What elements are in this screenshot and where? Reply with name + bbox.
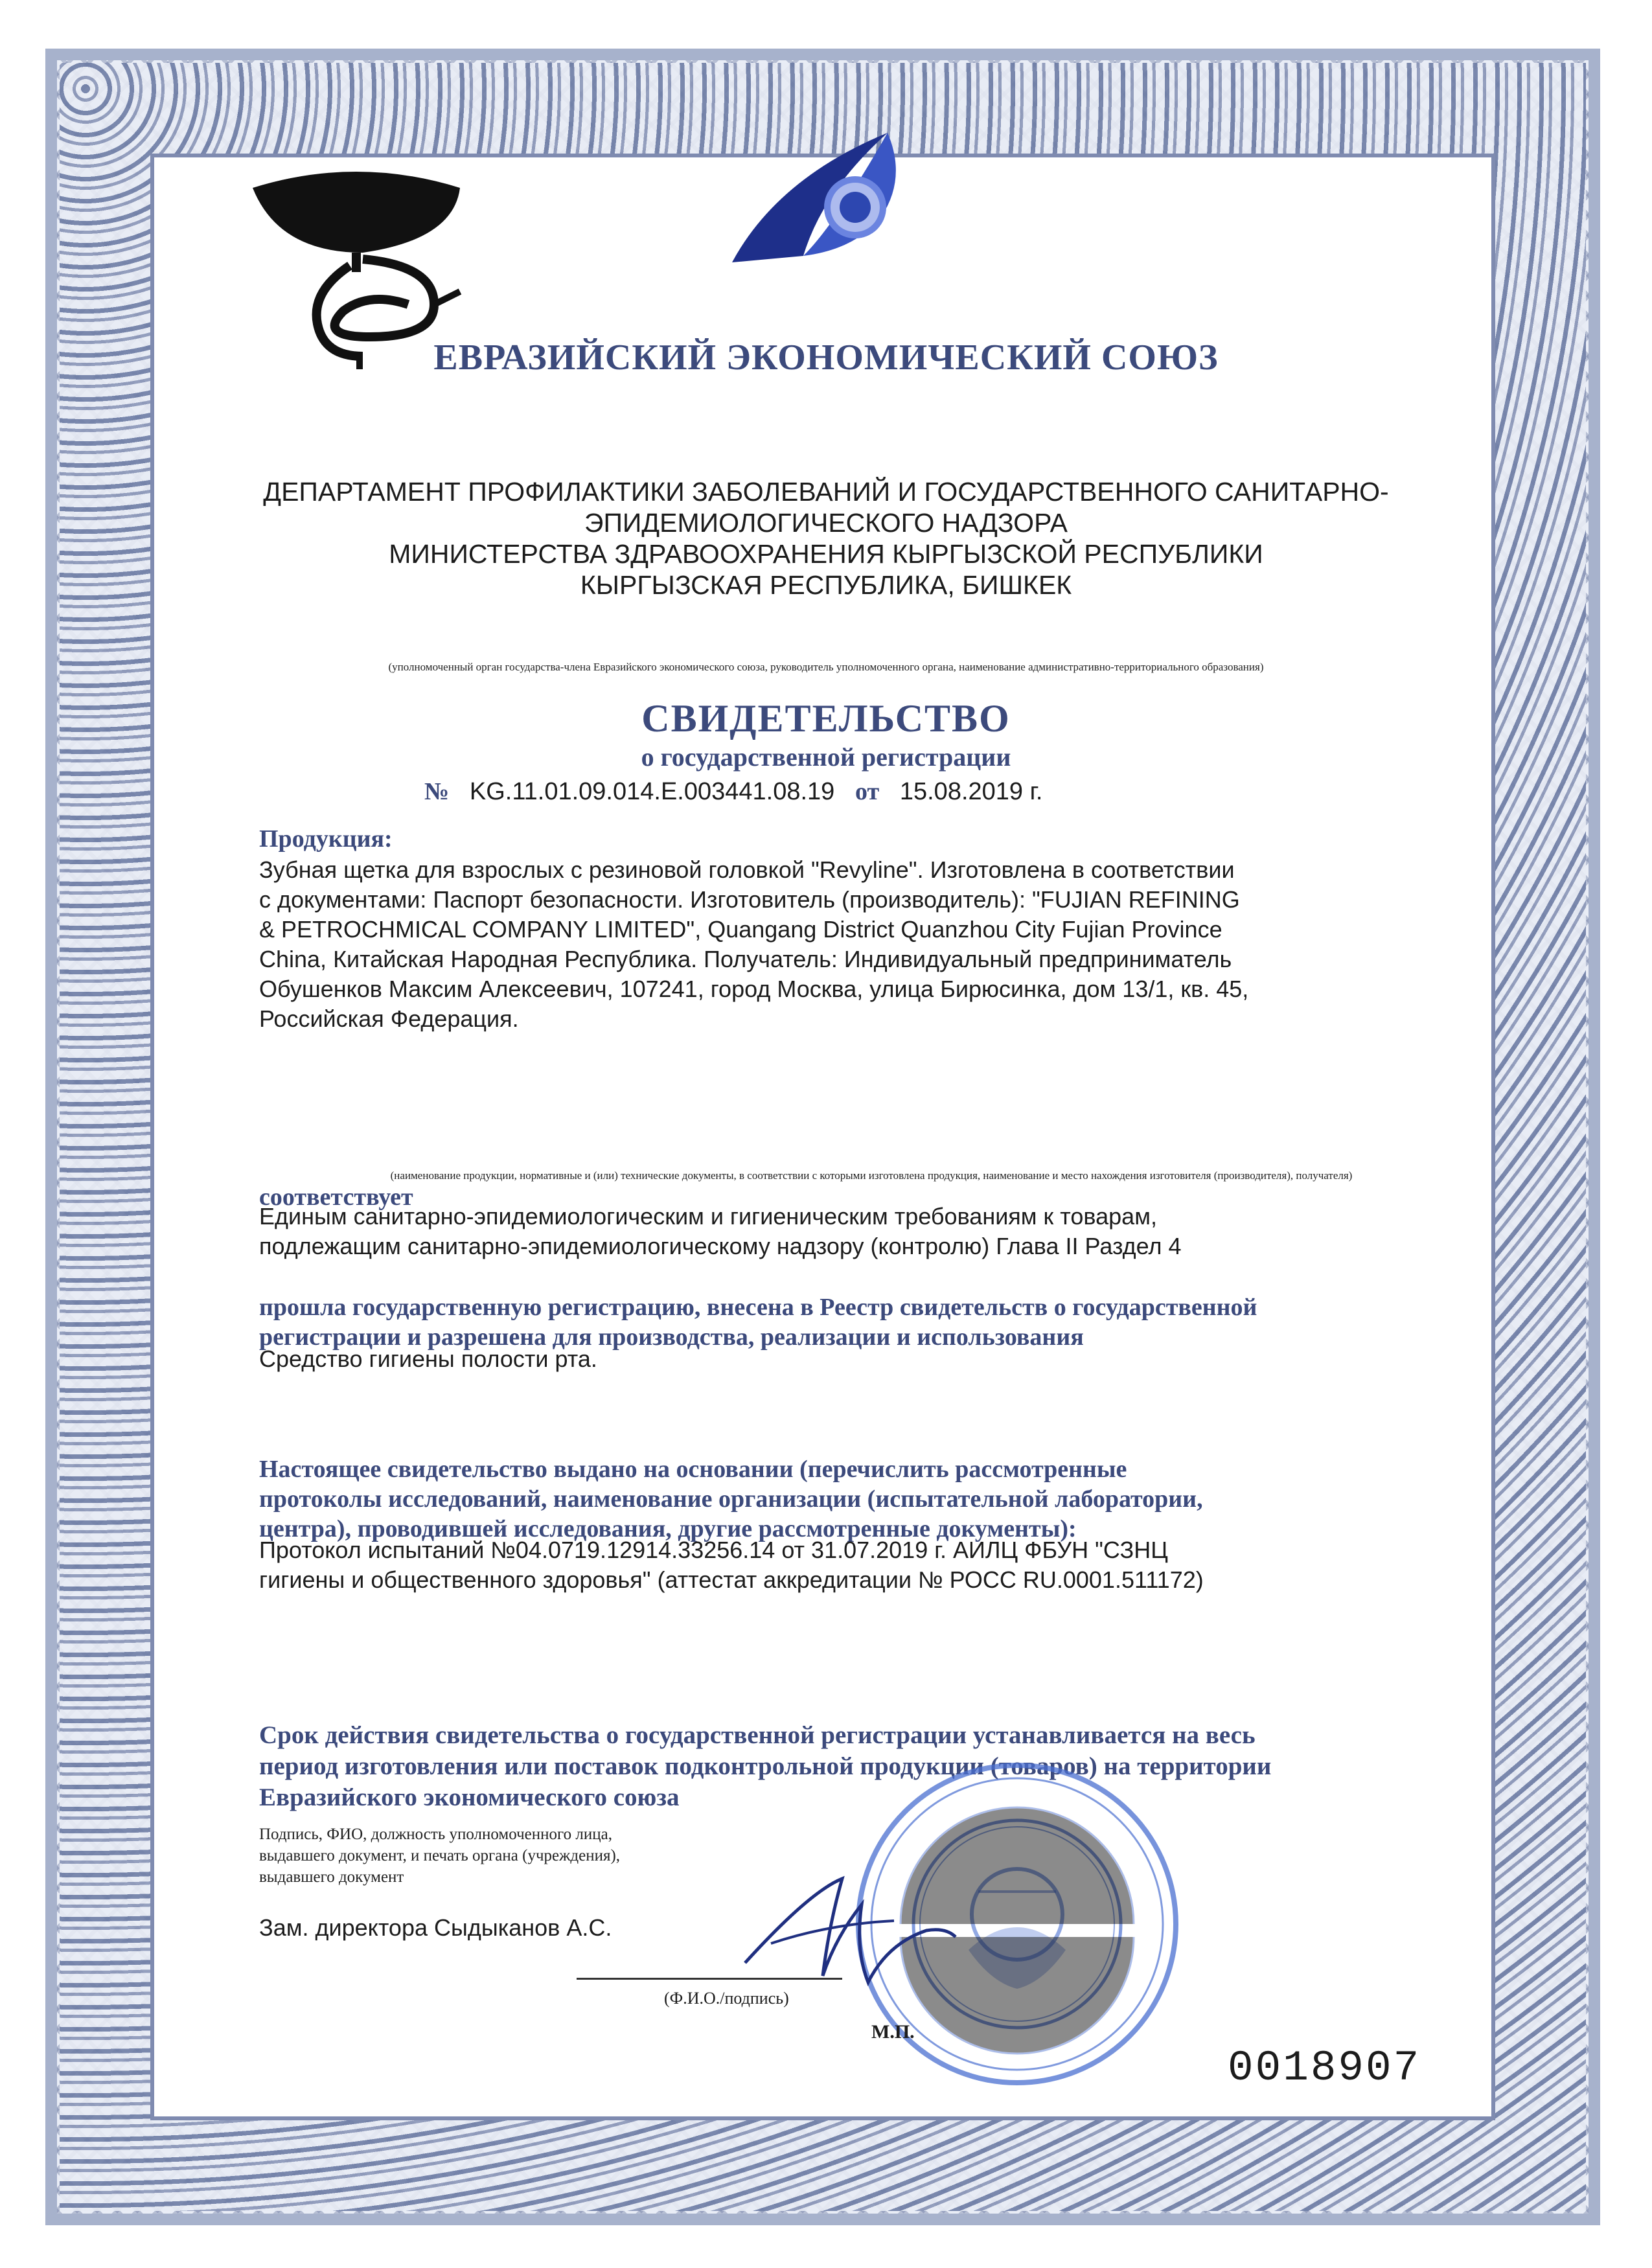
department-line: КЫРГЫЗСКАЯ РЕСПУБЛИКА, БИШКЕК bbox=[580, 570, 1072, 600]
certificate-subtitle: о государственной регистрации bbox=[641, 742, 1011, 772]
union-title: ЕВРАЗИЙСКИЙ ЭКОНОМИЧЕСКИЙ СОЮЗ bbox=[433, 338, 1219, 378]
validity-line: Евразийского экономического союза bbox=[259, 1783, 680, 1811]
basis-line: Протокол испытаний №04.0719.12914.33256.14 от 31.07.2019 г. АИЛЦ ФБУН "СЗНЦ bbox=[259, 1537, 1168, 1563]
validity-line: период изготовления или поставок подконтрольной продукции (товаров) на территории bbox=[259, 1752, 1272, 1780]
compliance-heading: соответствует bbox=[259, 1184, 413, 1211]
basis-line: гигиены и общественного здоровья" (аттестат аккредитации № РОСС RU.0001.511172) bbox=[259, 1566, 1204, 1593]
product-line: Российская Федерация. bbox=[259, 1005, 519, 1032]
signer-name: Зам. директора Сыдыканов А.С. bbox=[259, 1914, 612, 1941]
certificate-title: СВИДЕТЕЛЬСТВО bbox=[641, 697, 1011, 740]
certificate-number-line bbox=[424, 777, 1042, 806]
registration-heading bbox=[259, 1292, 1257, 1352]
handwritten-signature bbox=[732, 1866, 965, 1995]
registration-value: Средство гигиены полости рта. bbox=[259, 1346, 597, 1372]
compliance-line: подлежащим санитарно-эпидемиологическому надзору (контролю) Глава II Раздел 4 bbox=[259, 1233, 1182, 1259]
serial-number: 0018907 bbox=[1228, 2044, 1421, 2092]
basis-heading-line: Настоящее свидетельство выдано на основании (перечислить рассмотренные bbox=[259, 1456, 1127, 1483]
eaeu-emblem-icon bbox=[726, 126, 933, 275]
department-line: МИНИСТЕРСТВА ЗДРАВООХРАНЕНИЯ КЫРГЫЗСКОЙ РЕСПУБЛИКИ bbox=[389, 539, 1263, 569]
signature-caption-line: выдавшего документ bbox=[259, 1868, 404, 1886]
department-line: ЭПИДЕМИОЛОГИЧЕСКОГО НАДЗОРА bbox=[584, 508, 1068, 538]
seal-label: М.П. bbox=[871, 2021, 915, 2043]
product-line: China, Китайская Народная Республика. Получатель: Индивидуальный предприниматель bbox=[259, 946, 1232, 972]
number-label: № bbox=[424, 778, 450, 805]
product-description bbox=[259, 855, 1425, 1034]
fio-label: (Ф.И.О./подпись) bbox=[664, 1989, 789, 2008]
validity-line: Срок действия свидетельства о государственной регистрации устанавливается на весь bbox=[259, 1721, 1256, 1749]
basis-text bbox=[259, 1535, 1425, 1595]
signature-caption bbox=[259, 1824, 620, 1888]
product-line: с документами: Паспорт безопасности. Изготовитель (производитель): "FUJIAN REFINING bbox=[259, 886, 1240, 913]
registration-heading-line: прошла государственную регистрацию, внесена в Реестр свидетельств о государственной bbox=[259, 1294, 1257, 1321]
basis-heading-line: протоколы исследований, наименование организации (испытательной лаборатории, bbox=[259, 1485, 1203, 1513]
date-label: от bbox=[855, 778, 880, 805]
authority-caption: (уполномоченный орган государства-члена Евразийского экономического союза, руководитель уполномоченного органа, наименование административно-территориального образования) bbox=[388, 661, 1264, 673]
product-caption: (наименование продукции, нормативные и (или) технические документы, в соответствии с которыми изготовлена продукция, наименование и место нахождения изготовителя (производителя), получателя) bbox=[390, 1169, 1353, 1182]
basis-heading bbox=[259, 1454, 1203, 1544]
certificate-number: KG.11.01.09.014.E.003441.08.19 bbox=[469, 778, 835, 805]
product-line: Зубная щетка для взрослых с резиновой головкой "Revyline". Изготовлена в соответствии bbox=[259, 856, 1235, 883]
compliance-text bbox=[259, 1202, 1425, 1261]
product-line: & PETROCHMICAL COMPANY LIMITED", Quangang District Quanzhou City Fujian Province bbox=[259, 916, 1222, 943]
signature-caption-line: выдавшего документ, и печать органа (учреждения), bbox=[259, 1847, 621, 1864]
registration-heading-line: регистрации и разрешена для производства, реализации и использования bbox=[259, 1323, 1084, 1351]
basis-heading-line: центра), проводившей исследования, другие рассмотренные документы): bbox=[259, 1515, 1077, 1542]
product-line: Обушенков Максим Алексеевич, 107241, город Москва, улица Бирюсинка, дом 13/1, кв. 45, bbox=[259, 976, 1249, 1002]
certificate-date: 15.08.2019 г. bbox=[899, 778, 1043, 805]
signature-caption-line: Подпись, ФИО, должность уполномоченного лица, bbox=[259, 1826, 612, 1843]
department-line: ДЕПАРТАМЕНТ ПРОФИЛАКТИКИ ЗАБОЛЕВАНИЙ И ГОСУДАРСТВЕННОГО САНИТАРНО- bbox=[263, 477, 1389, 507]
compliance-line: Единым санитарно-эпидемиологическим и гигиеническим требованиям к товарам, bbox=[259, 1203, 1157, 1230]
product-heading: Продукция: bbox=[259, 825, 393, 853]
department-name bbox=[194, 476, 1458, 601]
